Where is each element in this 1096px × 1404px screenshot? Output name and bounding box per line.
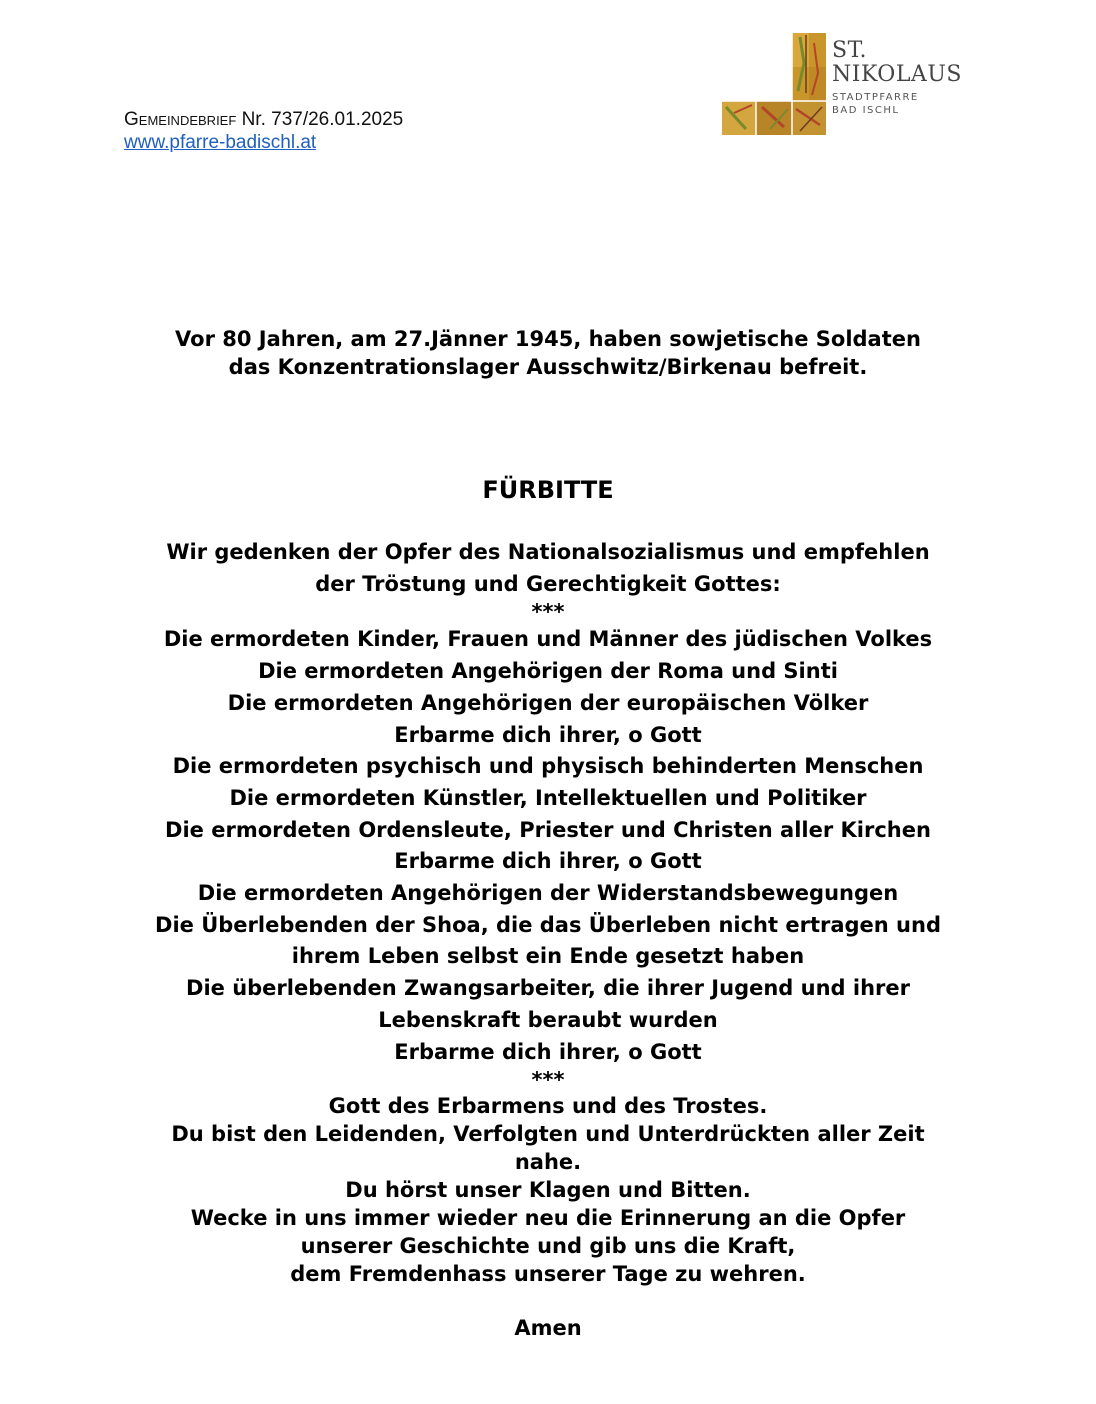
mosaic-cross-logo-icon — [722, 33, 826, 135]
logo-text — [832, 39, 962, 117]
refrain-line: Erbarme dich ihrer, o Gott — [394, 849, 702, 874]
prayer-line: Wir gedenken der Opfer des Nationalsozialismus und empfehlen — [166, 540, 930, 564]
parish-logo — [722, 33, 967, 138]
logo-nikolaus: NIKOLAUS — [832, 62, 962, 87]
prayer-line: Die ermordeten Angehörigen der Widerstandsbewegungen — [197, 881, 899, 906]
page-title: FÜRBITTE — [482, 476, 614, 504]
prayer-line: Die ermordeten Angehörigen der europäischen Völker — [227, 690, 869, 715]
prayer-line: Lebenskraft beraubt wurden — [378, 1007, 718, 1032]
closing-line: Du bist den Leidenden, Verfolgten und Unterdrückten aller Zeit — [171, 1122, 925, 1146]
closing-line: unserer Geschichte und gib uns die Kraft, — [300, 1234, 796, 1258]
closing-line: Gott des Erbarmens und des Trostes. — [328, 1094, 768, 1118]
amen: Amen — [514, 1316, 582, 1340]
newsletter-issue: Nr. 737/26.01.2025 — [236, 109, 404, 130]
newsletter-number — [124, 108, 403, 131]
closing-line: Du hörst unser Klagen und Bitten. — [345, 1178, 751, 1202]
closing-line: nahe. — [514, 1150, 582, 1174]
prayer-line: ihrem Leben selbst ein Ende gesetzt haben — [291, 944, 805, 969]
newsletter-label: Gemeindebrief — [124, 109, 237, 130]
website-link[interactable]: www.pfarre-badischl.at — [124, 132, 317, 153]
intro-line: Vor 80 Jahren, am 27.Jänner 1945, haben sowjetische Soldaten — [175, 327, 921, 351]
prayer-line: Die Überlebenden der Shoa, die das Überleben nicht ertragen und — [155, 912, 941, 937]
logo-subtitle-2: BAD ISCHL — [832, 105, 900, 116]
closing-line: Wecke in uns immer wieder neu die Erinnerung an die Opfer — [190, 1206, 906, 1230]
refrain-line: Erbarme dich ihrer, o Gott — [394, 722, 702, 747]
separator-stars: *** — [531, 600, 565, 625]
closing-prayer — [0, 1092, 1096, 1288]
prayer-line: Die ermordeten Künstler, Intellektuellen und Politiker — [229, 785, 867, 810]
separator-stars: *** — [531, 1068, 565, 1093]
prayer-body — [0, 537, 1096, 1092]
prayer-line: Die ermordeten Kinder, Frauen und Männer des jüdischen Volkes — [163, 627, 933, 652]
intro-text — [0, 325, 1096, 381]
intro-line: das Konzentrationslager Ausschwitz/Birkenau befreit. — [228, 355, 868, 379]
logo-subtitle-1: STADTPFARRE — [832, 92, 919, 103]
prayer-line: Die überlebenden Zwangsarbeiter, die ihrer Jugend und ihrer — [186, 976, 910, 1001]
refrain-line: Erbarme dich ihrer, o Gott — [394, 1039, 702, 1064]
prayer-line: Die ermordeten Ordensleute, Priester und Christen aller Kirchen — [165, 817, 931, 842]
prayer-line: der Tröstung und Gerechtigkeit Gottes: — [315, 571, 781, 596]
logo-stadtpfarre — [832, 91, 962, 117]
document-header — [124, 108, 403, 154]
closing-line: dem Fremdenhass unserer Tage zu wehren. — [290, 1262, 806, 1286]
prayer-line: Die ermordeten psychisch und physisch behinderten Menschen — [172, 754, 924, 779]
logo-st: ST. — [832, 38, 868, 63]
prayer-line: Die ermordeten Angehörigen der Roma und Sinti — [258, 659, 838, 684]
